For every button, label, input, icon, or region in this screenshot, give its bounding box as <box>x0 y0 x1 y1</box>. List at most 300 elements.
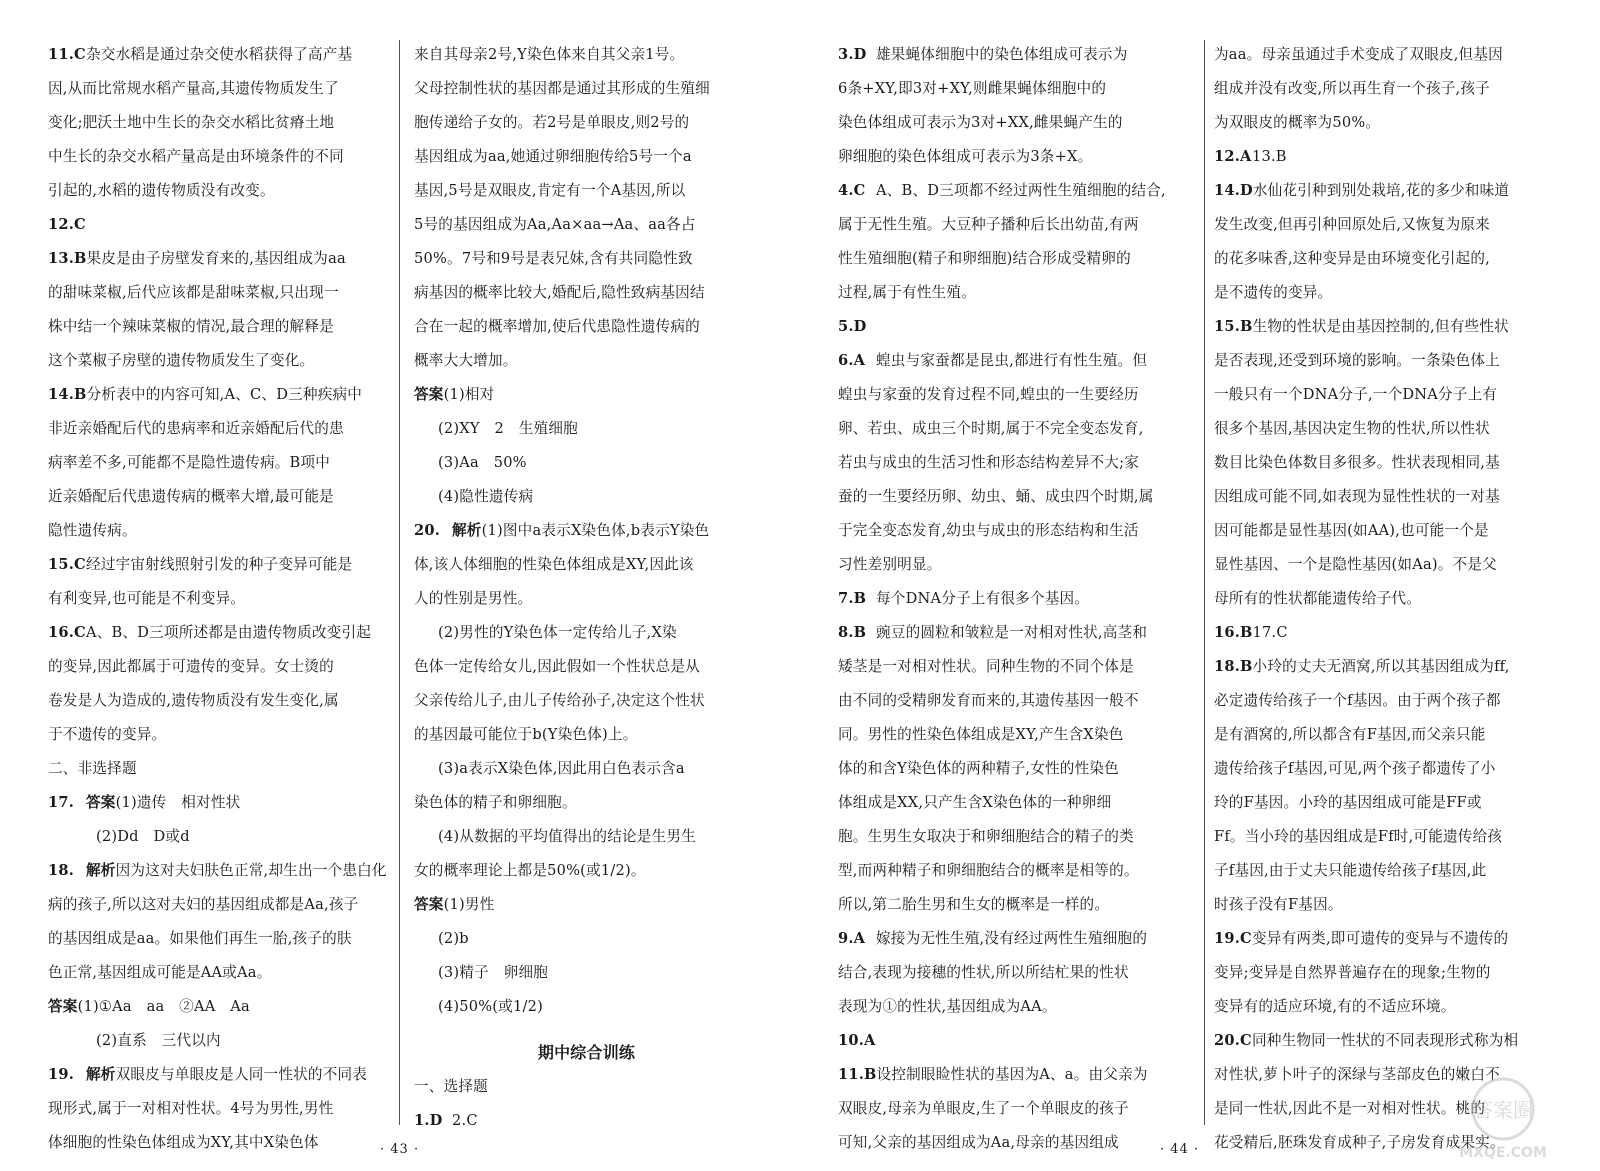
text-line <box>1214 412 1559 446</box>
text-line <box>838 650 1178 684</box>
item-number: 16.C <box>48 624 86 641</box>
line-text: 病的孩子,所以这对夫妇的基因组成都是Aa,孩子 <box>48 896 359 913</box>
line-text: 遗传给孩子f基因,可见,两个孩子都遗传了小 <box>1214 760 1496 777</box>
text-line <box>1214 140 1559 174</box>
text-line <box>1214 616 1559 650</box>
text-line <box>48 378 388 412</box>
line-text: Ff。当小玲的基因组成是Ff时,可能遗传给孩 <box>1214 828 1503 845</box>
line-text: 的基因组成是aa。如果他们再生一胎,孩子的肤 <box>48 930 352 947</box>
text-line <box>838 514 1178 548</box>
line-text: 对性状,萝卜叶子的深绿与茎部皮色的嫩白不 <box>1214 1066 1500 1083</box>
line-text: 设控制眼睑性状的基因为A、a。由父亲为 <box>876 1066 1148 1083</box>
line-text: (4)从数据的平均值得出的结论是生男生 <box>438 828 696 845</box>
line-text: 的甜味菜椒,后代应该都是甜味菜椒,只出现一 <box>48 284 339 301</box>
line-text: 变异有两类,即可遗传的变异与不遗传的 <box>1252 930 1509 947</box>
text-line <box>414 378 759 412</box>
line-text: 型,而两种精子和卵细胞结合的概率是相等的。 <box>838 862 1139 879</box>
right-page-column-1 <box>838 38 1178 1151</box>
text-line <box>1214 514 1559 548</box>
text-line <box>414 106 759 140</box>
line-text: 生物的性状是由基因控制的,但有些性状 <box>1252 318 1509 335</box>
text-line <box>838 1092 1178 1126</box>
line-text: 过程,属于有性生殖。 <box>838 284 976 301</box>
line-text: 6条+XY,即3对+XY,则雌果蝇体细胞中的 <box>838 80 1107 97</box>
text-line <box>838 548 1178 582</box>
line-text: 习性差别明显。 <box>838 556 942 573</box>
text-line <box>414 922 759 956</box>
line-text: 女的概率理论上都是50%(或1/2)。 <box>414 862 646 879</box>
line-text: 现形式,属于一对相对性状。4号为男性,男性 <box>48 1100 334 1117</box>
line-text: 为aa。母亲虽通过手术变成了双眼皮,但基因 <box>1214 46 1503 63</box>
line-text: 合在一起的概率增加,使后代患隐性遗传病的 <box>414 318 700 335</box>
text-line <box>48 106 388 140</box>
line-text: 有利变异,也可能是不利变异。 <box>48 590 246 607</box>
item-number: 18. <box>48 862 74 879</box>
text-line <box>838 412 1178 446</box>
line-text: 13.B <box>1252 148 1287 165</box>
column-divider <box>1204 40 1205 1125</box>
text-line <box>48 208 388 242</box>
line-text: 属于无性生殖。大豆种子播种后长出幼苗,有两 <box>838 216 1139 233</box>
answer-keyword: 答案 <box>48 998 78 1015</box>
line-text: 分析表中的内容可知,A、C、D三种疾病中 <box>86 386 363 403</box>
text-line <box>838 208 1178 242</box>
text-line <box>48 854 388 888</box>
text-line <box>1214 378 1559 412</box>
text-line <box>838 446 1178 480</box>
line-text: 5号的基因组成为Aa,Aa×aa→Aa、aa各占 <box>414 216 696 233</box>
text-line <box>414 1104 759 1138</box>
text-line <box>1214 276 1559 310</box>
text-line <box>414 276 759 310</box>
line-text: (1)①Aa aa ②AA Aa <box>77 998 250 1015</box>
line-text: 所以,第二胎生男和生女的概率是一样的。 <box>838 896 1110 913</box>
line-text: 花受精后,胚珠发育成种子,子房发育成果实。 <box>1214 1134 1505 1151</box>
text-line <box>838 956 1178 990</box>
right-page <box>800 0 1600 1171</box>
line-text: 每个DNA分子上有很多个基因。 <box>876 590 1090 607</box>
text-line <box>414 650 759 684</box>
text-line <box>838 888 1178 922</box>
text-line <box>414 582 759 616</box>
item-number: 12.A <box>1214 148 1252 165</box>
text-line <box>414 412 759 446</box>
item-number: 11.C <box>48 46 86 63</box>
line-text: 变异;变异是自然界普遍存在的现象;生物的 <box>1214 964 1491 981</box>
text-line <box>414 888 759 922</box>
text-line <box>1214 38 1559 72</box>
text-line <box>48 310 388 344</box>
line-text: (2)XY 2 生殖细胞 <box>438 420 578 437</box>
text-line <box>48 38 388 72</box>
text-line <box>838 72 1178 106</box>
line-text: 来自其母亲2号,Y染色体来自其父亲1号。 <box>414 46 685 63</box>
text-line <box>414 752 759 786</box>
left-page-column-1 <box>48 38 388 1151</box>
line-text: 的基因最可能位于b(Y染色体)上。 <box>414 726 638 743</box>
text-line <box>414 718 759 752</box>
line-text: 双眼皮与单眼皮是人同一性状的不同表 <box>115 1066 368 1083</box>
text-line <box>1214 854 1559 888</box>
text-line <box>48 174 388 208</box>
item-number: 5.D <box>838 318 867 335</box>
line-text: 是有酒窝的,所以都含有F基因,而父亲只能 <box>1214 726 1486 743</box>
text-line <box>48 718 388 752</box>
line-text: 父亲传给儿子,由儿子传给孙子,决定这个性状 <box>414 692 705 709</box>
watermark-url: MXQE.COM <box>1459 1145 1547 1161</box>
text-line <box>838 1024 1178 1058</box>
answer-keyword: 答案 <box>86 794 116 811</box>
text-line <box>838 242 1178 276</box>
line-text: 染色体组成可表示为3对+XX,雌果蝇产生的 <box>838 114 1123 131</box>
text-line <box>48 1058 388 1092</box>
line-text: 人的性别是男性。 <box>414 590 533 607</box>
text-line <box>1214 888 1559 922</box>
line-text: 隐性遗传病。 <box>48 522 137 539</box>
line-text: 因,从而比常规水稻产量高,其遗传物质发生了 <box>48 80 339 97</box>
text-line <box>48 72 388 106</box>
line-text: 期中综合训练 <box>537 1043 636 1062</box>
item-number: 18.B <box>1214 658 1253 675</box>
line-text: 胞传递给子女的。若2号是单眼皮,则2号的 <box>414 114 690 131</box>
text-line <box>48 820 388 854</box>
item-number: 1.D <box>414 1112 443 1129</box>
text-line <box>1214 106 1559 140</box>
line-text: 可知,父亲的基因组成为Aa,母亲的基因组成 <box>838 1134 1119 1151</box>
item-number: 4.C <box>838 182 866 199</box>
text-line <box>414 820 759 854</box>
section-heading <box>414 1036 759 1070</box>
line-text: 基因组成为aa,她通过卵细胞传给5号一个a <box>414 148 692 165</box>
line-text: 卵、若虫、成虫三个时期,属于不完全变态发育, <box>838 420 1144 437</box>
line-text: (4)50%(或1/2) <box>438 998 543 1015</box>
text-line <box>414 174 759 208</box>
line-text: 必定遗传给孩子一个f基因。由于两个孩子都 <box>1214 692 1501 709</box>
line-text: 时孩子没有F基因。 <box>1214 896 1343 913</box>
answer-keyword: 解析 <box>452 522 482 539</box>
line-text: (2)直系 三代以内 <box>96 1032 221 1049</box>
line-text: 为双眼皮的概率为50%。 <box>1214 114 1381 131</box>
text-line <box>414 990 759 1024</box>
text-line <box>414 684 759 718</box>
line-text: 是不遗传的变异。 <box>1214 284 1333 301</box>
text-line <box>48 480 388 514</box>
line-text: 株中结一个辣味菜椒的情况,最合理的解释是 <box>48 318 334 335</box>
text-line <box>48 140 388 174</box>
text-line <box>1214 684 1559 718</box>
item-number: 20.C <box>1214 1032 1252 1049</box>
text-line <box>48 616 388 650</box>
line-text: 概率大大增加。 <box>414 352 518 369</box>
line-text: 色正常,基因组成可能是AA或Aa。 <box>48 964 272 981</box>
item-number: 19. <box>48 1066 74 1083</box>
text-line <box>838 344 1178 378</box>
text-line <box>838 922 1178 956</box>
line-text: 色体一定传给女儿,因此假如一个性状总是从 <box>414 658 700 675</box>
line-text: 同。男性的性染色体组成是XY,产生含X染色 <box>838 726 1124 743</box>
line-text: 水仙花引种到别处栽培,花的多少和味道 <box>1252 182 1510 199</box>
text-line <box>48 752 388 786</box>
text-line <box>414 480 759 514</box>
text-line <box>1214 446 1559 480</box>
text-line <box>1214 752 1559 786</box>
line-text: 染色体的精子和卵细胞。 <box>414 794 577 811</box>
item-number: 15.B <box>1214 318 1253 335</box>
line-text: 雄果蝇体细胞中的染色体组成可表示为 <box>876 46 1128 63</box>
item-number: 15.C <box>48 556 86 573</box>
text-line <box>414 242 759 276</box>
line-text: (2)Dd D或d <box>96 828 190 845</box>
text-line <box>838 1058 1178 1092</box>
line-text: 于不遗传的变异。 <box>48 726 167 743</box>
line-text: 非近亲婚配后代的患病率和近亲婚配后代的患 <box>48 420 344 437</box>
text-line <box>414 956 759 990</box>
line-text: 胞。生男生女取决于和卵细胞结合的精子的类 <box>838 828 1134 845</box>
line-text: 体,该人体细胞的性染色体组成是XY,因此该 <box>414 556 694 573</box>
text-line <box>838 378 1178 412</box>
text-line <box>838 820 1178 854</box>
item-number: 6.A <box>838 352 866 369</box>
text-line <box>414 208 759 242</box>
text-line <box>838 140 1178 174</box>
line-text: (3)Aa 50% <box>438 454 527 471</box>
line-text: 显性基因、一个是隐性基因(如Aa)。不是父 <box>1214 556 1497 573</box>
line-text: 卵细胞的染色体组成可表示为3条+X。 <box>838 148 1093 165</box>
line-text: 性生殖细胞(精子和卵细胞)结合形成受精卵的 <box>838 250 1131 267</box>
line-text: 数目比染色体数目多很多。性状表现相同,基 <box>1214 454 1500 471</box>
text-line <box>48 344 388 378</box>
item-number: 16.B <box>1214 624 1253 641</box>
line-text: 17.C <box>1252 624 1288 641</box>
text-line <box>48 242 388 276</box>
text-line <box>1214 990 1559 1024</box>
line-text: 同种生物同一性状的不同表现形式称为相 <box>1252 1032 1519 1049</box>
line-text: 双眼皮,母亲为单眼皮,生了一个单眼皮的孩子 <box>838 1100 1129 1117</box>
text-line <box>414 1070 759 1104</box>
line-text: 玲的F基因。小玲的基因组成可能是FF或 <box>1214 794 1482 811</box>
text-line <box>838 480 1178 514</box>
text-line <box>1214 1024 1559 1058</box>
line-text: 于完全变态发育,幼虫与成虫的形态结构和生活 <box>838 522 1139 539</box>
text-line <box>48 888 388 922</box>
line-text: 发生改变,但再引种回原处后,又恢复为原来 <box>1214 216 1490 233</box>
text-line <box>48 650 388 684</box>
text-line <box>48 786 388 820</box>
text-line <box>1214 310 1559 344</box>
watermark-logo <box>1438 1073 1568 1163</box>
line-text: 卷发是人为造成的,遗传物质没有发生变化,属 <box>48 692 339 709</box>
text-line <box>48 276 388 310</box>
line-text: 体细胞的性染色体组成为XY,其中X染色体 <box>48 1134 319 1151</box>
right-page-column-2 <box>1214 38 1559 1151</box>
line-text: (1)遗传 相对性状 <box>115 794 241 811</box>
text-line <box>414 854 759 888</box>
line-text: 50%。7号和9号是表兄妹,含有共同隐性致 <box>414 250 693 267</box>
answer-keyword: 解析 <box>86 1066 116 1083</box>
line-text: 由不同的受精卵发育而来的,其遗传基因一般不 <box>838 692 1139 709</box>
line-text: 体组成是XX,只产生含X染色体的一种卵细 <box>838 794 1112 811</box>
text-line <box>838 990 1178 1024</box>
line-text: (2)b <box>438 930 469 947</box>
line-text: 近亲婚配后代患遗传病的概率大增,最可能是 <box>48 488 334 505</box>
text-line <box>838 38 1178 72</box>
text-line <box>414 616 759 650</box>
line-text: 嫁接为无性生殖,没有经过两性生殖细胞的 <box>876 930 1148 947</box>
text-line <box>48 514 388 548</box>
text-line <box>48 582 388 616</box>
line-text: 是否表现,还受到环境的影响。一条染色体上 <box>1214 352 1500 369</box>
line-text: 经过宇宙射线照射引发的种子变异可能是 <box>86 556 353 573</box>
line-text: 组成并没有改变,所以再生育一个孩子,孩子 <box>1214 80 1490 97</box>
line-text: 母所有的性状都能遗传给子代。 <box>1214 590 1422 607</box>
line-text: 蝗虫与家蚕的发育过程不同,蝗虫的一生要经历 <box>838 386 1139 403</box>
line-text: 因可能都是显性基因(如AA),也可能一个是 <box>1214 522 1489 539</box>
text-line <box>48 446 388 480</box>
text-line <box>838 1126 1178 1160</box>
line-text: 二、非选择题 <box>48 760 137 777</box>
line-text: 矮茎是一对相对性状。同种生物的不同个体是 <box>838 658 1134 675</box>
text-line <box>48 1024 388 1058</box>
text-line <box>414 140 759 174</box>
line-text: 子f基因,由于丈夫只能遗传给孩子f基因,此 <box>1214 862 1487 879</box>
item-number: 14.D <box>1214 182 1253 199</box>
column-divider <box>399 40 400 1125</box>
line-text: 豌豆的圆粒和皱粒是一对相对性状,高茎和 <box>876 624 1148 641</box>
text-line <box>1214 718 1559 752</box>
text-line <box>838 684 1178 718</box>
line-text: 一、选择题 <box>414 1078 488 1095</box>
text-line <box>838 174 1178 208</box>
item-number: 19.C <box>1214 930 1252 947</box>
text-line <box>48 1092 388 1126</box>
text-line <box>414 38 759 72</box>
text-line <box>1214 242 1559 276</box>
text-line <box>838 854 1178 888</box>
line-text: 表现为①的性状,基因组成为AA。 <box>838 998 1057 1015</box>
line-text: 是同一性状,因此不是一对相对性状。桃的 <box>1214 1100 1486 1117</box>
item-number: 14.B <box>48 386 87 403</box>
text-line <box>1214 582 1559 616</box>
text-line <box>48 990 388 1024</box>
text-line <box>1214 208 1559 242</box>
item-number: 13.B <box>48 250 87 267</box>
text-line <box>414 310 759 344</box>
text-line <box>48 1126 388 1160</box>
item-number: 8.B <box>838 624 867 641</box>
answer-keyword: 解析 <box>86 862 116 879</box>
text-line <box>1214 922 1559 956</box>
text-line <box>838 616 1178 650</box>
text-line <box>414 548 759 582</box>
left-page-column-2 <box>414 38 759 1138</box>
line-text: 父母控制性状的基因都是通过其形成的生殖细 <box>414 80 710 97</box>
line-text: (1)相对 <box>443 386 495 403</box>
line-text: 的变异,因此都属于可遗传的变异。女士烫的 <box>48 658 334 675</box>
text-line <box>48 684 388 718</box>
text-line <box>1214 650 1559 684</box>
text-line <box>414 72 759 106</box>
line-text: 结合,表现为接穗的性状,所以所结杧果的性状 <box>838 964 1129 981</box>
text-line <box>48 548 388 582</box>
text-line <box>838 106 1178 140</box>
line-text: 若虫与成虫的生活习性和形态结构差异不大;家 <box>838 454 1139 471</box>
item-number: 20. <box>414 522 440 539</box>
line-text: (4)隐性遗传病 <box>438 488 534 505</box>
line-text: 很多个基因,基因决定生物的性状,所以性状 <box>1214 420 1490 437</box>
item-number: 10.A <box>838 1032 876 1049</box>
line-text: 基因,5号是双眼皮,肯定有一个A基因,所以 <box>414 182 686 199</box>
line-text: 中生长的杂交水稻产量高是由环境条件的不同 <box>48 148 344 165</box>
text-line <box>1214 174 1559 208</box>
text-line <box>838 310 1178 344</box>
text-line <box>1214 956 1559 990</box>
line-text: 因组成可能不同,如表现为显性性状的一对基 <box>1214 488 1500 505</box>
text-line <box>1214 548 1559 582</box>
line-text: 这个菜椒子房壁的遗传物质发生了变化。 <box>48 352 315 369</box>
text-line <box>1214 72 1559 106</box>
watermark-text: 答案圈 <box>1473 1098 1533 1122</box>
line-text: (2)男性的Y染色体一定传给儿子,X染 <box>438 624 677 641</box>
line-text: 果皮是由子房壁发育来的,基因组成为aa <box>86 250 346 267</box>
line-text: 蚕的一生要经历卵、幼虫、蛹、成虫四个时期,属 <box>838 488 1154 505</box>
line-text: (3)a表示X染色体,因此用白色表示含a <box>438 760 685 777</box>
item-number: 12.C <box>48 216 86 233</box>
item-number: 17. <box>48 794 74 811</box>
text-line <box>48 922 388 956</box>
item-number: 3.D <box>838 46 867 63</box>
text-line <box>414 446 759 480</box>
text-line <box>1214 480 1559 514</box>
text-line <box>1214 344 1559 378</box>
line-text: 杂交水稻是通过杂交使水稻获得了高产基 <box>86 46 353 63</box>
text-line <box>838 786 1178 820</box>
text-line <box>838 718 1178 752</box>
line-text: A、B、D三项所述都是由遗传物质改变引起 <box>86 624 372 641</box>
answer-keyword: 答案 <box>414 386 444 403</box>
text-line <box>48 412 388 446</box>
line-text: (1)男性 <box>443 896 495 913</box>
line-text: 引起的,水稻的遗传物质没有改变。 <box>48 182 275 199</box>
line-text: 2.C <box>452 1112 478 1129</box>
line-text: 病率差不多,可能都不是隐性遗传病。B项中 <box>48 454 331 471</box>
text-line <box>48 956 388 990</box>
text-line <box>838 276 1178 310</box>
line-text: (1)图中a表示X染色体,b表示Y染色 <box>481 522 710 539</box>
text-line <box>414 344 759 378</box>
line-text: 因为这对夫妇肤色正常,却生出一个患白化 <box>115 862 387 879</box>
line-text: 一般只有一个DNA分子,一个DNA分子上有 <box>1214 386 1498 403</box>
line-text: 变化;肥沃土地中生长的杂交水稻比贫瘠土地 <box>48 114 335 131</box>
item-number: 7.B <box>838 590 867 607</box>
text-line <box>414 786 759 820</box>
text-line <box>838 582 1178 616</box>
item-number: 9.A <box>838 930 866 947</box>
text-line <box>1214 820 1559 854</box>
text-line <box>1214 786 1559 820</box>
page-number: · 43 · <box>380 1142 420 1157</box>
line-text: 病基因的概率比较大,婚配后,隐性致病基因结 <box>414 284 705 301</box>
line-text: 小玲的丈夫无酒窝,所以其基因组成为ff, <box>1252 658 1510 675</box>
line-text: A、B、D三项都不经过两性生殖细胞的结合, <box>876 182 1166 199</box>
item-number: 11.B <box>838 1066 877 1083</box>
page-number: · 44 · <box>1160 1142 1200 1157</box>
line-text: 变异有的适应环境,有的不适应环境。 <box>1214 998 1456 1015</box>
text-line <box>414 514 759 548</box>
text-line <box>838 752 1178 786</box>
line-text: 蝗虫与家蚕都是昆虫,都进行有性生殖。但 <box>876 352 1148 369</box>
line-text: 体的和含Y染色体的两种精子,女性的性染色 <box>838 760 1119 777</box>
answer-keyword: 答案 <box>414 896 444 913</box>
